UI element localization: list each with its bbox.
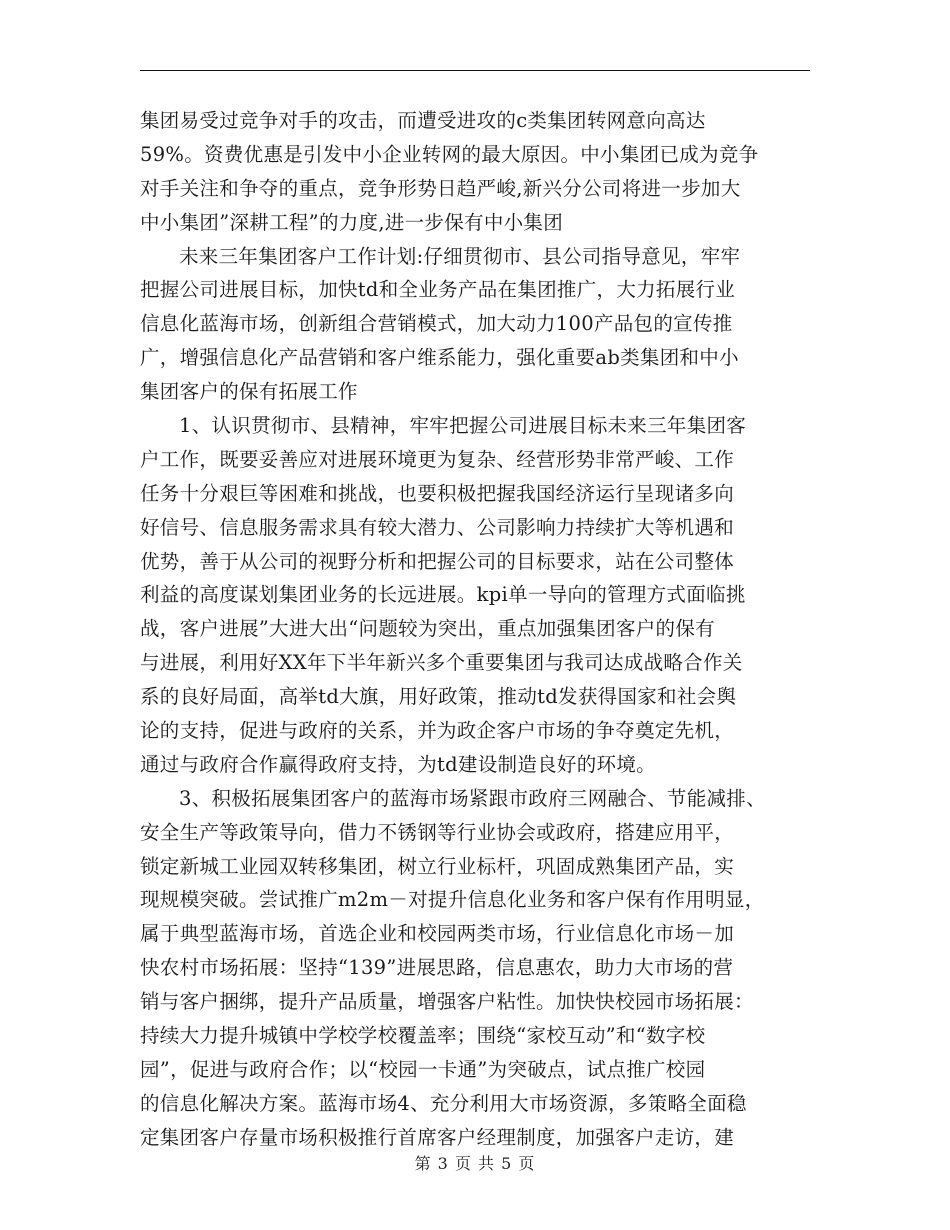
text-line: 通过与政府合作赢得政府支持，为td建设制造良好的环境。 (140, 752, 656, 776)
text-line: 持续大力提升城镇中学校学校覆盖率；围绕“家校互动”和“数字校 (140, 1024, 706, 1048)
text-line: 59%。资费优惠是引发中小企业转网的最大原因。中小集团已成为竞争 (140, 142, 759, 166)
text-line: 把握公司进展目标，加快td和全业务产品在集团推广，大力拓展行业 (140, 278, 736, 302)
text-line: 优势，善于从公司的视野分析和把握公司的目标要求，站在公司整体 (140, 549, 735, 573)
text-line: 定集团客户存量市场积极推行首席客户经理制度，加强客户走访，建 (140, 1125, 735, 1149)
text-line: 信息化蓝海市场，创新组合营销模式，加大动力100产品包的宣传推 (140, 312, 733, 336)
text-line: 的信息化解决方案。蓝海市场4、充分利用大市场资源，多策略全面稳 (140, 1091, 747, 1115)
text-line: 广，增强信息化产品营销和客户维系能力，强化重要ab类集团和中小 (140, 346, 739, 370)
text-line: 中小集团”深耕工程”的力度,进一步保有中小集团 (140, 210, 564, 234)
text-line: 锁定新城工业园双转移集团，树立行业标杆，巩固成熟集团产品，实 (140, 854, 735, 878)
text-line: 战，客户进展”大进大出“问题较为突出，重点加强集团客户的保有 (140, 617, 715, 641)
text-line: 论的支持，促进与政府的关系，并为政企客户市场的争夺奠定先机， (140, 719, 735, 743)
text-line: 属于典型蓝海市场，首选企业和校园两类市场，行业信息化市场－加 (140, 922, 735, 946)
text-line: 集团易受过竞争对手的攻击，而遭受进攻的c类集团转网意向高达 (140, 109, 706, 132)
paragraph-start-line: 3、积极拓展集团客户的蓝海市场紧跟市政府三网融合、节能减排、 (179, 786, 766, 810)
paragraph-start-line: 未来三年集团客户工作计划:仔细贯彻市、县公司指导意见，牢牢 (179, 244, 741, 268)
text-line: 集团客户的保有拓展工作 (140, 380, 358, 404)
text-line: 利益的高度谋划集团业务的长远进展。kpi单一导向的管理方式面临挑 (140, 583, 746, 607)
header-rule (140, 70, 810, 71)
text-line: 好信号、信息服务需求具有较大潜力、公司影响力持续扩大等机遇和 (140, 515, 735, 539)
page-number-footer: 第 3 页 共 5 页 (414, 1154, 536, 1173)
text-line: 快农村市场拓展：坚持“139”进展思路，信息惠农，助力大市场的营 (140, 956, 734, 980)
text-line: 现规模突破。尝试推广m2m－对提升信息化业务和客户保有作用明显， (140, 888, 765, 912)
text-line: 与进展，利用好XX年下半年新兴多个重要集团与我司达成战略合作关 (140, 651, 743, 675)
text-line: 园”，促进与政府合作；以“校园一卡通”为突破点，试点推广校园 (140, 1057, 706, 1081)
text-line: 户工作，既要妥善应对进展环境更为复杂、经营形势非常严峻、工作 (140, 447, 735, 471)
text-line: 系的良好局面，高举td大旗，用好政策，推动td发获得国家和社会舆 (140, 685, 737, 709)
text-line: 对手关注和争夺的重点，竞争形势日趋严峻,新兴分公司将进一步加大 (140, 176, 741, 200)
text-line: 任务十分艰巨等困难和挑战，也要积极把握我国经济运行呈现诸多向 (140, 481, 735, 505)
text-line: 销与客户捆绑，提升产品质量，增强客户粘性。加快快校园市场拓展： (140, 990, 754, 1014)
paragraph-start-line: 1、认识贯彻市、县精神，牢牢把握公司进展目标未来三年集团客 (179, 414, 747, 438)
body-text (140, 104, 820, 1155)
text-line: 安全生产等政策导向，借力不锈钢等行业协会或政府，搭建应用平， (140, 820, 735, 844)
